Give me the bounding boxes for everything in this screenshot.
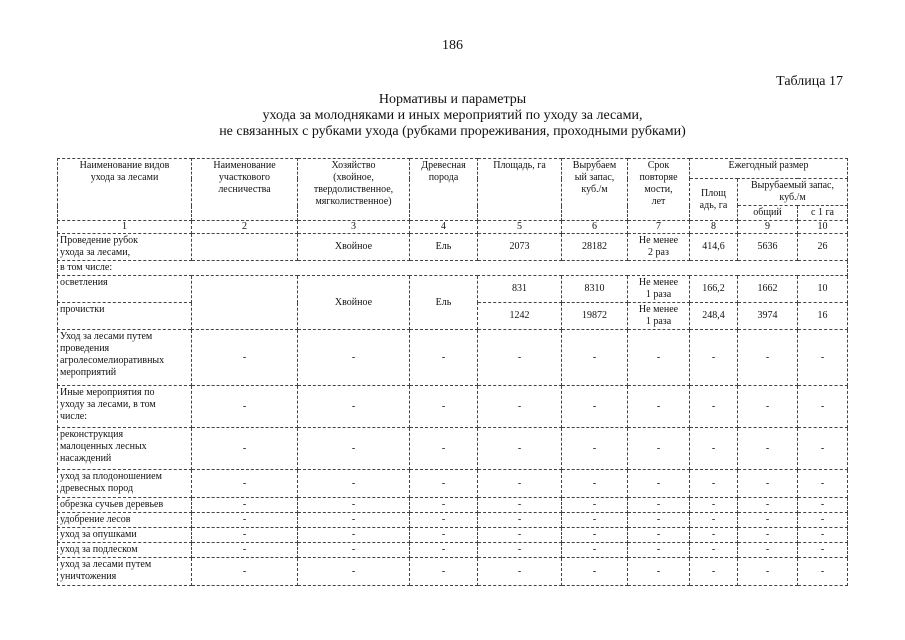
dash-cell: - — [798, 543, 848, 558]
table-row — [58, 386, 848, 428]
dash-cell: - — [478, 428, 562, 470]
col-number: 6 — [562, 221, 628, 234]
header-annual: Ежегодный размер — [690, 159, 848, 179]
dash-cell: - — [410, 513, 478, 528]
header-period: Срок повторяе мости, лет — [628, 159, 690, 221]
dash-cell: - — [738, 513, 798, 528]
cell-annual-area: 248,4 — [690, 303, 738, 330]
cell-annual-per-ha: 26 — [798, 234, 848, 261]
row-name: уход за плодоношением древесных пород — [58, 470, 192, 498]
dash-cell: - — [192, 558, 298, 586]
table-row — [58, 558, 848, 586]
dash-cell: - — [738, 330, 798, 386]
table-label: Таблица 17 — [776, 74, 843, 89]
dash-cell: - — [410, 386, 478, 428]
dash-cell: - — [478, 558, 562, 586]
cell-annual-per-ha: 16 — [798, 303, 848, 330]
col-number: 8 — [690, 221, 738, 234]
dash-cell: - — [410, 428, 478, 470]
cell-annual-total: 5636 — [738, 234, 798, 261]
header-annual-volume: Вырубаемый запас, куб./м — [738, 179, 848, 206]
row-name: удобрение лесов — [58, 513, 192, 528]
dash-cell: - — [478, 543, 562, 558]
cell-forestry — [192, 234, 298, 261]
table-row — [58, 470, 848, 498]
title-line: Нормативы и параметры — [378, 92, 527, 107]
dash-cell: - — [410, 558, 478, 586]
dash-cell: - — [298, 498, 410, 513]
dash-cell: - — [628, 386, 690, 428]
norms-table — [57, 158, 848, 586]
dash-cell: - — [562, 428, 628, 470]
title-line: не связанных с рубками ухода (рубками прореживания, проходными рубками) — [219, 124, 686, 139]
dash-cell: - — [738, 470, 798, 498]
dash-cell: - — [628, 543, 690, 558]
dash-cell: - — [562, 330, 628, 386]
dash-cell: - — [478, 498, 562, 513]
cell-area: 831 — [478, 276, 562, 303]
table-row — [58, 276, 848, 303]
cell-forestry — [192, 276, 298, 330]
dash-cell: - — [798, 386, 848, 428]
dash-cell: - — [478, 470, 562, 498]
dash-cell: - — [690, 498, 738, 513]
dash-cell: - — [192, 470, 298, 498]
dash-cell: - — [298, 528, 410, 543]
dash-cell: - — [192, 428, 298, 470]
dash-cell: - — [628, 428, 690, 470]
dash-cell: - — [192, 386, 298, 428]
cell-period: Не менее 1 раза — [628, 303, 690, 330]
row-name: осветления — [58, 276, 192, 303]
dash-cell: - — [628, 513, 690, 528]
dash-cell: - — [690, 470, 738, 498]
dash-cell: - — [738, 498, 798, 513]
table-row — [58, 498, 848, 513]
header-species: Древесная порода — [410, 159, 478, 221]
dash-cell: - — [628, 558, 690, 586]
table-row — [58, 513, 848, 528]
dash-cell: - — [410, 543, 478, 558]
cell-area: 1242 — [478, 303, 562, 330]
dash-cell: - — [798, 498, 848, 513]
dash-cell: - — [562, 513, 628, 528]
row-name: Проведение рубок ухода за лесами, — [58, 234, 192, 261]
cell-volume: 19872 — [562, 303, 628, 330]
dash-cell: - — [298, 386, 410, 428]
dash-cell: - — [798, 428, 848, 470]
dash-cell: - — [628, 528, 690, 543]
dash-cell: - — [798, 528, 848, 543]
dash-cell: - — [738, 428, 798, 470]
header-total: общий — [738, 206, 798, 221]
header-per-ha: с 1 га — [798, 206, 848, 221]
header-forestry: Наименование участкового лесничества — [192, 159, 298, 221]
dash-cell: - — [562, 543, 628, 558]
table-row — [58, 428, 848, 470]
cell-annual-total: 3974 — [738, 303, 798, 330]
cell-farm-merged: Хвойное — [298, 276, 410, 330]
cell-species-merged: Ель — [410, 276, 478, 330]
including-label: в том числе: — [58, 261, 848, 276]
dash-cell: - — [798, 558, 848, 586]
cell-annual-area: 166,2 — [690, 276, 738, 303]
dash-cell: - — [798, 470, 848, 498]
dash-cell: - — [738, 386, 798, 428]
dash-cell: - — [690, 330, 738, 386]
dash-cell: - — [298, 558, 410, 586]
cell-species: Ель — [410, 234, 478, 261]
row-name: обрезка сучьев деревьев — [58, 498, 192, 513]
dash-cell: - — [798, 513, 848, 528]
dash-cell: - — [478, 528, 562, 543]
col-number: 3 — [298, 221, 410, 234]
dash-cell: - — [690, 513, 738, 528]
table-row — [58, 330, 848, 386]
dash-cell: - — [192, 543, 298, 558]
dash-cell: - — [738, 558, 798, 586]
table-row — [58, 528, 848, 543]
dash-cell: - — [562, 528, 628, 543]
col-number: 1 — [58, 221, 192, 234]
page-number: 186 — [442, 38, 463, 53]
header-volume: Вырубаем ый запас, куб./м — [562, 159, 628, 221]
dash-cell: - — [478, 386, 562, 428]
dash-cell: - — [410, 528, 478, 543]
dash-cell: - — [562, 386, 628, 428]
dash-cell: - — [410, 498, 478, 513]
cell-area: 2073 — [478, 234, 562, 261]
dash-cell: - — [628, 470, 690, 498]
row-name: Уход за лесами путем проведения агролесомелиоративных мероприятий — [58, 330, 192, 386]
header-farm: Хозяйство (хвойное, твердолиственное, мягколиственное) — [298, 159, 410, 221]
dash-cell: - — [192, 513, 298, 528]
dash-cell: - — [298, 330, 410, 386]
dash-cell: - — [192, 528, 298, 543]
table-row — [58, 234, 848, 261]
header-area: Площадь, га — [478, 159, 562, 221]
dash-cell: - — [562, 470, 628, 498]
dash-cell: - — [690, 528, 738, 543]
cell-annual-per-ha: 10 — [798, 276, 848, 303]
dash-cell: - — [798, 330, 848, 386]
dash-cell: - — [298, 428, 410, 470]
dash-cell: - — [298, 470, 410, 498]
dash-cell: - — [192, 330, 298, 386]
dash-cell: - — [628, 498, 690, 513]
col-number: 7 — [628, 221, 690, 234]
header-type: Наименование видов ухода за лесами — [58, 159, 192, 221]
col-number: 10 — [798, 221, 848, 234]
table-row — [58, 261, 848, 276]
cell-volume: 8310 — [562, 276, 628, 303]
cell-period: Не менее 1 раза — [628, 276, 690, 303]
row-name: прочистки — [58, 303, 192, 330]
row-name: Иные мероприятия по уходу за лесами, в том числе: — [58, 386, 192, 428]
header-annual-area: Площ адь, га — [690, 179, 738, 221]
table-row — [58, 543, 848, 558]
dash-cell: - — [690, 386, 738, 428]
dash-cell: - — [410, 470, 478, 498]
col-number: 4 — [410, 221, 478, 234]
cell-annual-total: 1662 — [738, 276, 798, 303]
dash-cell: - — [562, 558, 628, 586]
table-title — [0, 92, 905, 140]
cell-farm: Хвойное — [298, 234, 410, 261]
dash-cell: - — [410, 330, 478, 386]
cell-period: Не менее 2 раз — [628, 234, 690, 261]
dash-cell: - — [192, 498, 298, 513]
cell-annual-area: 414,6 — [690, 234, 738, 261]
row-name: уход за подлеском — [58, 543, 192, 558]
row-name: реконструкция малоценных лесных насаждений — [58, 428, 192, 470]
col-number: 9 — [738, 221, 798, 234]
dash-cell: - — [298, 513, 410, 528]
dash-cell: - — [738, 543, 798, 558]
title-line: ухода за молодняками и иных мероприятий по уходу за лесами, — [262, 108, 643, 123]
dash-cell: - — [628, 330, 690, 386]
dash-cell: - — [478, 330, 562, 386]
dash-cell: - — [562, 498, 628, 513]
col-number: 5 — [478, 221, 562, 234]
dash-cell: - — [738, 528, 798, 543]
dash-cell: - — [690, 428, 738, 470]
row-name: уход за лесами путем уничтожения — [58, 558, 192, 586]
dash-cell: - — [690, 543, 738, 558]
dash-cell: - — [478, 513, 562, 528]
row-name: уход за опушками — [58, 528, 192, 543]
dash-cell: - — [298, 543, 410, 558]
dash-cell: - — [690, 558, 738, 586]
col-number: 2 — [192, 221, 298, 234]
cell-volume: 28182 — [562, 234, 628, 261]
